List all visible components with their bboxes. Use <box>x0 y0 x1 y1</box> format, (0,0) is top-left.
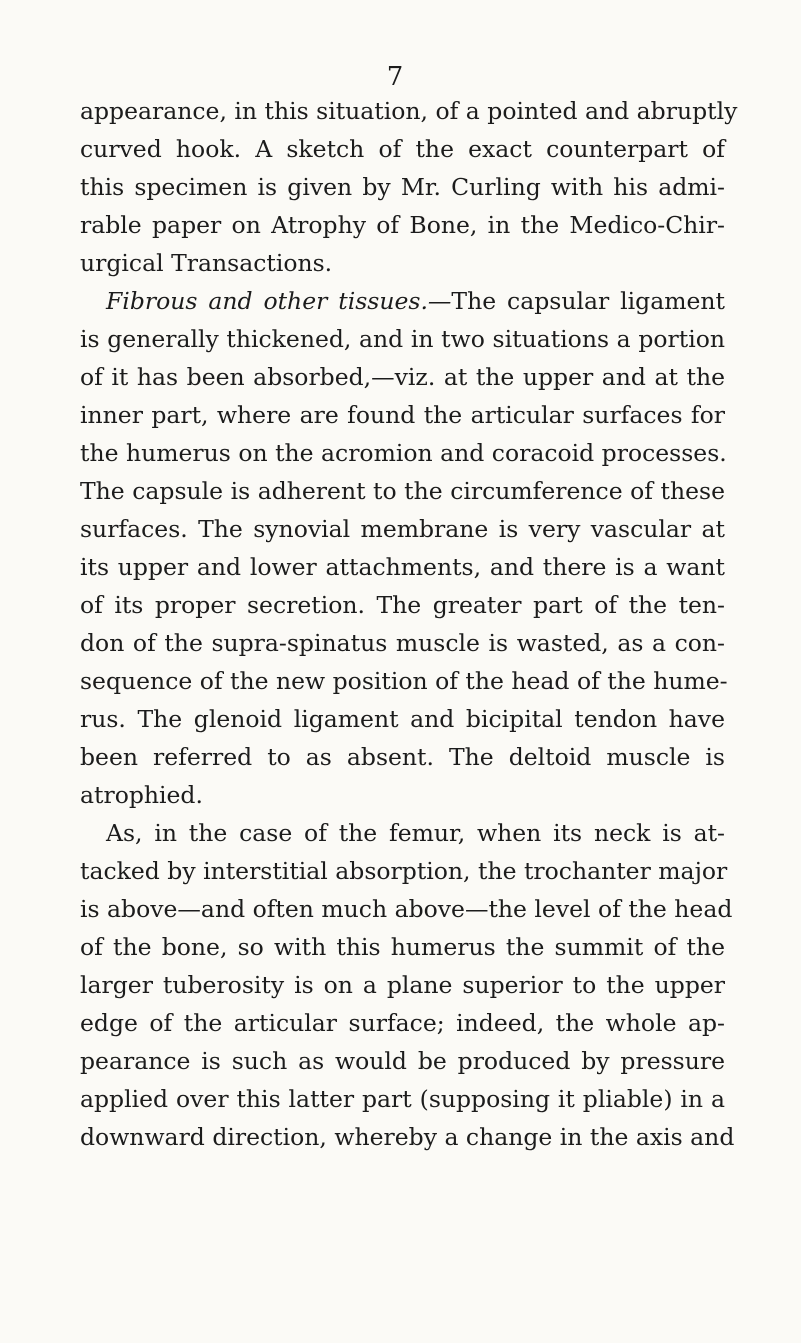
text-line: atrophied. <box>80 781 203 809</box>
text-line: As, in the case of the femur, when its neck is at- <box>106 819 725 847</box>
page-number: 7 <box>386 62 404 92</box>
text-line: downward direction, whereby a change in the axis and <box>80 1123 735 1151</box>
text-line: appearance, in this situation, of a pointed and abruptly <box>80 97 738 125</box>
text-line: The capsule is adherent to the circumference of these <box>80 477 725 505</box>
text-line: edge of the articular surface; indeed, the whole ap- <box>80 1009 725 1037</box>
section-heading: Fibrous and other tissues.— <box>106 287 452 315</box>
text-line: the humerus on the acromion and coracoid processes. <box>80 439 727 467</box>
section-heading-line <box>106 283 725 319</box>
text-line: pearance is such as would be produced by pressure <box>80 1047 725 1075</box>
text-line-continuation: The capsular ligament <box>451 287 726 315</box>
text-line: curved hook. A sketch of the exact counterpart of <box>80 135 725 163</box>
text-line: is generally thickened, and in two situations a portion <box>80 325 725 353</box>
text-line: larger tuberosity is on a plane superior to the upper <box>80 971 725 999</box>
text-line: of it has been absorbed,—viz. at the upper and at the <box>80 363 725 391</box>
text-line: tacked by interstitial absorption, the trochanter major <box>80 857 728 885</box>
text-line: inner part, where are found the articular surfaces for <box>80 401 725 429</box>
text-line: is above—and often much above—the level of the head <box>80 895 733 923</box>
text-line: urgical Transactions. <box>80 249 333 277</box>
text-line: sequence of the new position of the head of the hume- <box>80 667 728 695</box>
text-line: surfaces. The synovial membrane is very vascular at <box>80 515 725 543</box>
text-line: rable paper on Atrophy of Bone, in the Medico-Chir- <box>80 211 725 239</box>
text-line: been referred to as absent. The deltoid muscle is <box>80 743 725 771</box>
text-line: rus. The glenoid ligament and bicipital tendon have <box>80 705 725 733</box>
text-line: don of the supra-spinatus muscle is wasted, as a con- <box>80 629 725 657</box>
text-line: this specimen is given by Mr. Curling with his admi- <box>80 173 725 201</box>
text-line: its upper and lower attachments, and there is a want <box>80 553 725 581</box>
text-line: of its proper secretion. The greater part of the ten- <box>80 591 725 619</box>
text-line: applied over this latter part (supposing it pliable) in a <box>80 1085 725 1113</box>
text-line: of the bone, so with this humerus the summit of the <box>80 933 725 961</box>
